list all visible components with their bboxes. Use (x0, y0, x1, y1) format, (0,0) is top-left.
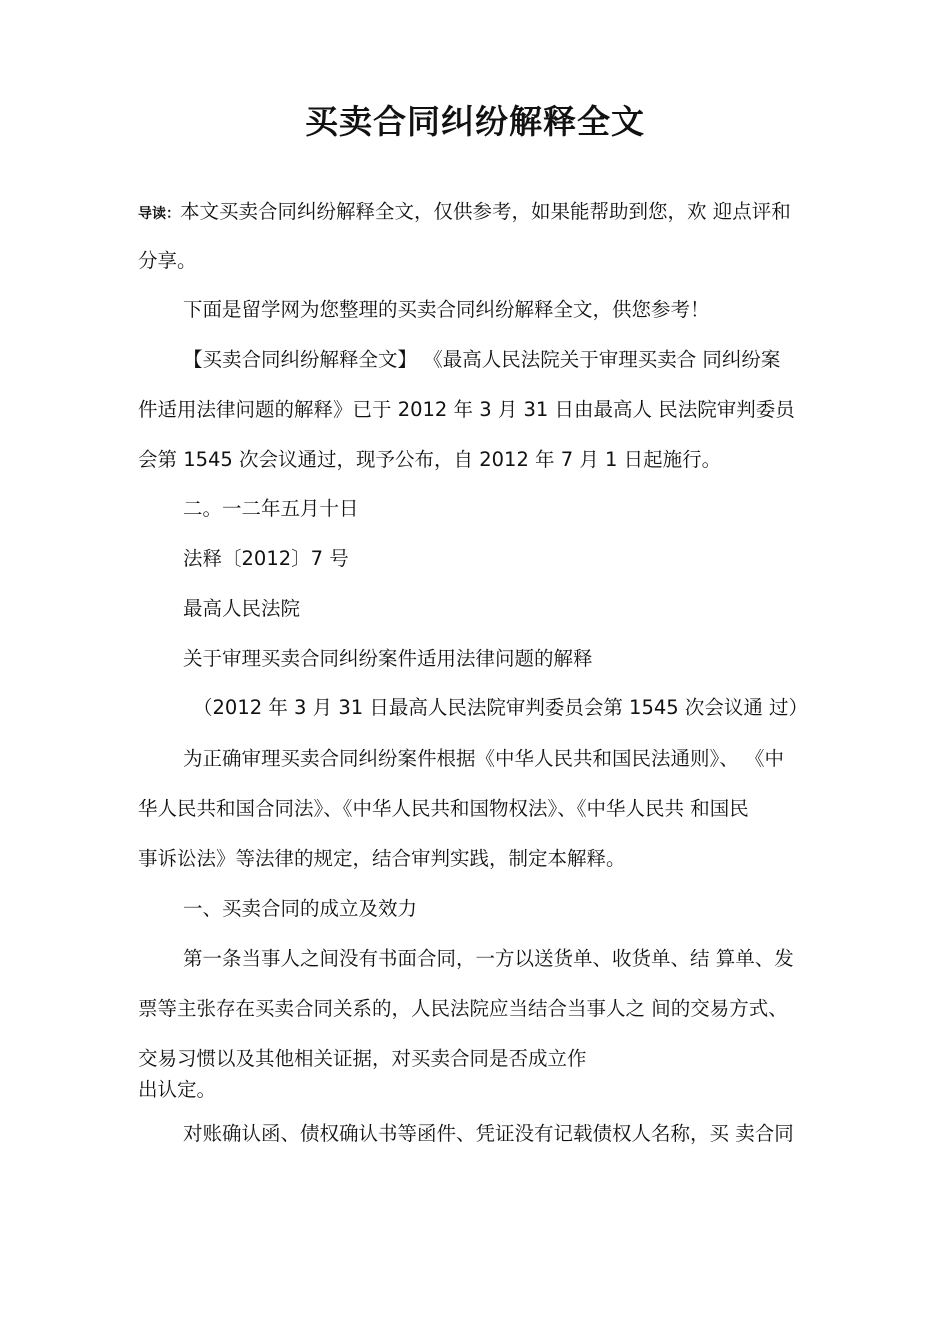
section-heading: 一、买卖合同的成立及效力 (183, 897, 418, 920)
interpretation-title: 关于审理买卖合同纠纷案件适用法律问题的解释 (183, 647, 593, 670)
paragraph-line: 华人民共和国合同法》、《中华人民共和国物权法》、《中华人民共 和国民 (138, 797, 749, 820)
paragraph-line: 下面是留学网为您整理的买卖合同纠纷解释全文，供您参考！ (183, 298, 710, 321)
paragraph-line: 第一条当事人之间没有书面合同，一方以送货单、收货单、结 算单、发 (183, 947, 794, 970)
paragraph-line: 出认定。 (138, 1078, 217, 1101)
paragraph-line: 对账确认函、债权确认书等函件、凭证没有记载债权人名称，买 卖合同 (183, 1122, 794, 1145)
document-number: 法释〔2012〕7 号 (183, 547, 349, 570)
paragraph-line: 事诉讼法》等法律的规定，结合审判实践，制定本解释。 (138, 847, 626, 870)
date-line: 二。一二年五月十日 (183, 497, 359, 520)
paragraph-line: 【买卖合同纠纷解释全文】 《最高人民法院关于审理买卖合 同纠纷案 (183, 348, 781, 371)
intro-line-2: 分享。 (138, 249, 197, 272)
paragraph-line: 为正确审理买卖合同纠纷案件根据《中华人民共和国民法通则》、 《中 (183, 747, 784, 770)
paragraph-line: 件适用法律问题的解释》已于 2012 年 3 月 31 日由最高人 民法院审判委员 (138, 398, 795, 421)
intro-line-1 (138, 197, 791, 229)
paragraph-line: 票等主张存在买卖合同关系的，人民法院应当结合当事人之 间的交易方式、 (138, 997, 788, 1020)
paragraph-line: 会第 1545 次会议通过，现予公布，自 2012 年 7 月 1 日起施行。 (138, 448, 722, 471)
intro-text: 本文买卖合同纠纷解释全文，仅供参考，如果能帮助到您，欢 迎点评和 (180, 200, 791, 223)
document-title: 买卖合同纠纷解释全文 (305, 102, 645, 141)
paragraph-line: 交易习惯以及其他相关证据，对买卖合同是否成立作 (138, 1047, 587, 1070)
intro-label: 导读： (138, 206, 180, 222)
adoption-note: （2012 年 3 月 31 日最高人民法院审判委员会第 1545 次会议通 过） (193, 696, 809, 719)
issuing-court: 最高人民法院 (183, 597, 301, 620)
